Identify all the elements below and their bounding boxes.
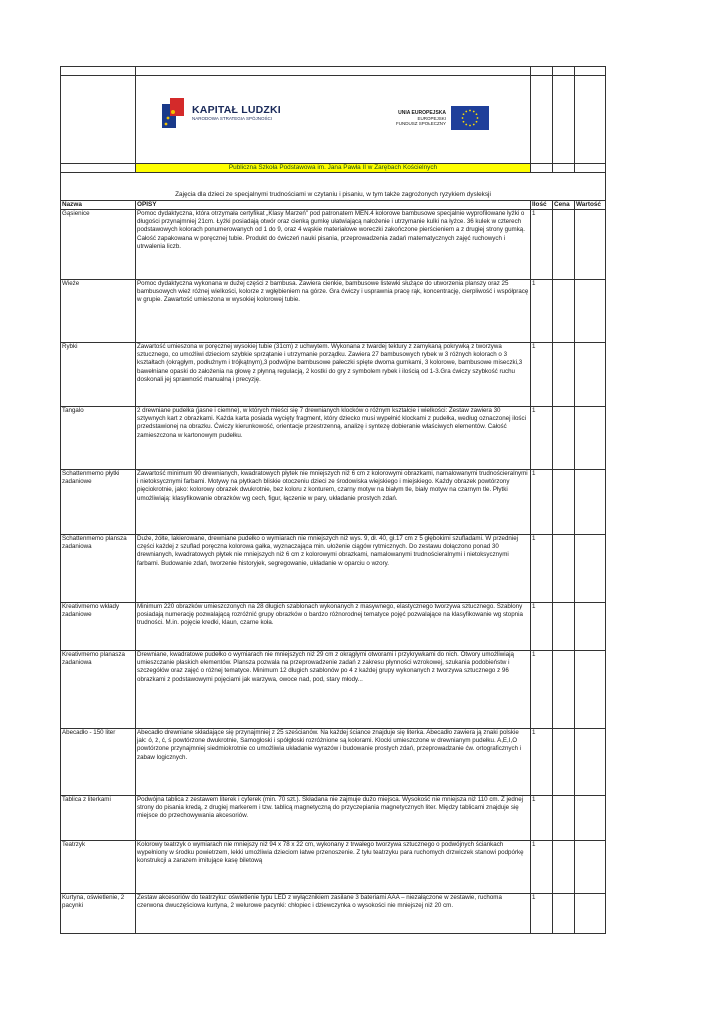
item-value	[575, 795, 606, 840]
item-price	[553, 893, 575, 933]
item-price	[553, 602, 575, 650]
table-row	[61, 279, 606, 342]
item-value	[575, 469, 606, 534]
item-qty: 1	[531, 795, 553, 840]
item-name: Kurtyna, oświetlenie, 2 pacynki	[61, 893, 136, 933]
item-name: Tangalo	[61, 406, 136, 469]
table-row	[61, 406, 606, 469]
item-qty: 1	[531, 209, 553, 279]
item-qty: 1	[531, 650, 553, 728]
item-description: Drewniane, kwadratowe pudełko o wymiarach nie mniejszych niż 29 cm z okrągłymi otworami i przykrywkami do nich. Otwory umożliwiają umieszczanie płaskich elementów. Plansza pozwala na przeprowadzenie zadań z zakresu płynności wzrokowej, szukania podobieństw i szczegółów oraz zajęć o różnej tematyce. Minimum 12 długich szablonów po 4 z każdej grupy wykonanych z tworzywa sztucznego z 96 obrazkami z podstawowymi pojęciami jak warzywa, owoce nad, pod, stary młody...	[136, 650, 531, 728]
item-description: Abecadło drewniane składające się przynajmniej z 25 sześcianów. Na każdej ściance znajduje się literka. Abecadło zawiera ją znaki polskie jak: ó, ż, ć, ś powtórzone dwukrotnie, Samogłoski i spółgłoski rozróżnione są kolorami. Klocki umieszczone w drewnianym pudełku. A,E,I,O powtórzone przynajmniej siedmiokrotnie co umożliwia układanie wyrazów i budowanie prostych zdań, przeprowadzanie ćw. ortograficznych i zabaw logicznych.	[136, 728, 531, 795]
item-price	[553, 406, 575, 469]
item-price	[553, 469, 575, 534]
item-price	[553, 840, 575, 893]
item-price	[553, 795, 575, 840]
item-description: Zawartość umieszona w poręcznej wysokiej tubie (31cm) z uchwytem. Wykonana z twardej tektury z zamykaną pokrywką z tworzywa sztucznego, co umożliwi dzieciom szybkie sprzątanie i utrzymanie porządku. Zawiera 27 bambusowych rybek w 3 różnych kolorach o 3 kształtach (okrągłym, podłużnym i trójkątnym),3 podwójne bambusowe pałeczki spięte dwoma gumkami, 3 kolorowe, bambusowe miseczki,3 bawełniane opaski do założenia na głowę z płynną regulacją, 2 kostki do gry z symbolem rybek i ilością od 1-3.Gra ćwiczy szybkość ruchu doskonali jej sprawność manualną i precyzję.	[136, 342, 531, 406]
logo-cell	[136, 76, 531, 164]
item-qty: 1	[531, 602, 553, 650]
col-header-price: Cena	[553, 200, 575, 209]
eu-flag-icon	[451, 106, 489, 130]
table-row	[61, 795, 606, 840]
col-header-value: Wartość	[575, 200, 606, 209]
item-description: Kolorowy teatrzyk o wymiarach nie mniejszy niż 94 x 78 x 22 cm, wykonany z trwałego tworzywa sztucznego o podwójnych ściankach wypełniony w środku powietrzem, lekki umożliwia dzieciom łatwe przenoszenie. Z tyłu teatrzyku para ruchomych drzwiczek stanowi podpórkę konstrukcji a zarazem imitujące kasę biletową	[136, 840, 531, 893]
eu-line2: EUROPEJSKI	[417, 115, 447, 121]
kapital-ludzki-title: KAPITAŁ LUDZKI	[192, 104, 281, 116]
item-value	[575, 840, 606, 893]
logo-row	[61, 76, 606, 164]
item-price	[553, 534, 575, 602]
school-title-row	[61, 164, 606, 173]
item-name: Schattenmemo plansza zadaniowa	[61, 534, 136, 602]
item-qty: 1	[531, 534, 553, 602]
item-qty: 1	[531, 893, 553, 933]
item-price	[553, 728, 575, 795]
item-description: Minimum 220 obrazków umieszczonych na 28 długich szablonach wykonanych z masywnego, elastycznego tworzywa sztucznego. Szablony posiadają numerację pozwalającą rozróżnić grupy obrazków o bardzo różnorodnej tematyce pojęć pozwalające na klasyfikowanie wg stopnia trudności. M.in. pojęcie kredki, klaun, czarne koła.	[136, 602, 531, 650]
table-row	[61, 209, 606, 279]
item-name: Wieże	[61, 279, 136, 342]
col-header-name: Nazwa	[61, 200, 136, 209]
item-qty: 1	[531, 279, 553, 342]
item-price	[553, 209, 575, 279]
item-value	[575, 893, 606, 933]
eu-line3: FUNDUSZ SPOŁECZNY	[396, 121, 447, 126]
item-price	[553, 279, 575, 342]
item-description: Pomoc dydaktyczna wykonana w dużej części z bambusa. Zawiera cienkie, bambusowe listewki służące do utworzenia planszy oraz 25 bambusowych wież różnej wielkości, kolorze z wgłębieniem na górze. Gra ćwiczy i usprawnia pracę rąk, koncentrację, cierpliwość i współpracę w grupie. Zawartość umieszona w wysokiej kolorowej tubie.	[136, 279, 531, 342]
item-description: Podwójna tablica z zestawem literek i cyferek (min. 70 szt.). Składana nie zajmuje dużo miejsca. Wysokość nie mniejsza niż 110 cm. Z jednej strony do pisania kredą, z drugiej markerem i tzw. tablicą magnetyczną do przyczepiania magnetycznych liter. Między tablicami znajduje się miejsce do przechowywania akcesoriów.	[136, 795, 531, 840]
item-name: Rybki	[61, 342, 136, 406]
item-name: Kreativmemo wkłady zadaniowe	[61, 602, 136, 650]
col-header-desc: OPISY	[136, 200, 531, 209]
table-row	[61, 728, 606, 795]
eu-logo	[396, 106, 489, 130]
item-description: Duże, żółte, lakierowane, drewniane pudełko o wymiarach nie mniejszych niż wys. 9, dł. 40, gł.17 cm z 5 głębokimi szufladami. W przedniej części każdej z szuflad poręczna kolorowa gałka, wyznaczająca min. ułożenie ciągów rytmicznych. Do zestawu dołączono ponad 30 drewnianych, kwadratowych płytek nie mniejszych niż 6 cm z kolorowymi obrazkami, namalowanymi trudnościeralnymi i nietoksycznymi farbami. Budowanie zdań, tworzenie historyjek, segregowanie, układanie w oparciu o wzory.	[136, 534, 531, 602]
subtitle-row	[61, 173, 606, 200]
item-value	[575, 534, 606, 602]
item-description: Pomoc dydaktyczna, która otrzymała certyfikat „Klasy Marzeń" pod patronatem MEN.4 kolorowe bambusowe specjalnie wyprofilowane łyżki o długości przynajmniej 21cm. Łyżki posiadają otwór oraz cienką gumkę ułatwiającą nałożenie i utrzymanie kulki na łyżce. 36 kulek w czterech podstawowych kolorach ponumerowanych od 1 do 9, oraz 4 wąskie materiałowe woreczki zakończone pierścieniem a z drugiej strony gumką. Całość zapakowana w poręcznej tubie. Produkt do ćwiczeń nauki pisania, przeprowadzenia zadań matematycznych zajęć ruchowych i utrwalenia liczb.	[136, 209, 531, 279]
item-price	[553, 342, 575, 406]
item-value	[575, 602, 606, 650]
item-value	[575, 406, 606, 469]
item-name: Abecadło - 150 liter	[61, 728, 136, 795]
col-header-qty: Ilość	[531, 200, 553, 209]
item-qty: 1	[531, 728, 553, 795]
spreadsheet-table	[60, 66, 606, 934]
item-name: Tablica z literkami	[61, 795, 136, 840]
item-name: Kreativmemo planasza zadaniowa	[61, 650, 136, 728]
item-name: Teatrzyk	[61, 840, 136, 893]
item-name: Gąsienice	[61, 209, 136, 279]
eu-line1: UNIA EUROPEJSKA	[398, 109, 447, 116]
table-row	[61, 650, 606, 728]
header-row	[61, 200, 606, 209]
table-row	[61, 893, 606, 933]
item-value	[575, 728, 606, 795]
item-qty: 1	[531, 342, 553, 406]
item-description: 2 drewniane pudełka (jasne i ciemne), w których mieści się 7 drewnianych klocków o różnym kształcie i wielkości: Zestaw zawiera 30 sztywnych kart z obrazkami. Każda karta posiada wycięty fragment, który dziecko musi wypełnić klockami z pudełka, według oznaczonej ilości przedstawionej na obrazku. Ćwiczy kierunkowość, orientacje przestrzenną, analizę i syntezę dobieranie właściwych elementów. Całość zamieszczona w kartonowym pudełku.	[136, 406, 531, 469]
kapital-ludzki-subtitle: NARODOWA STRATEGIA SPÓJNOŚCI	[192, 116, 273, 121]
table-row	[61, 840, 606, 893]
item-value	[575, 342, 606, 406]
table-row	[61, 602, 606, 650]
table-row	[61, 534, 606, 602]
item-value	[575, 279, 606, 342]
kapital-ludzki-logo	[162, 98, 281, 128]
item-qty: 1	[531, 406, 553, 469]
table-row	[61, 342, 606, 406]
subtitle: Zajęcia dla dzieci ze specjalnymi trudnościami w czytaniu i pisaniu, w tym także zagrożonych ryzykiem dysleksji	[61, 173, 606, 200]
table-row	[61, 469, 606, 534]
item-price	[553, 650, 575, 728]
school-title: Publiczna Szkoła Podstawowa im. Jana Pawła II w Zarębach Kościelnych	[136, 164, 531, 173]
item-qty: 1	[531, 469, 553, 534]
item-description: Zestaw akcesoriów do teatrzyku: oświetlenie typu LED z wyłącznikiem zasilane 3 bateriami AAA – niezałączone w zestawie, ruchoma czerwona dwuczęściowa kurtyna, 2 welurowe pacynki: chłopiec i dziewczynka o wysokości nie mniejszej niż 20 cm.	[136, 893, 531, 933]
item-qty: 1	[531, 840, 553, 893]
item-description: Zawartość minimum 90 drewnianych, kwadratowych płytek nie mniejszych niż 6 cm z kolorowymi obrazkami, namalowanymi trudnościeralnymi i nietoksycznymi farbami. Motywy na płytkach bliskie otoczeniu dzieci ze środowiska wiejskiego i miejskiego. Każdy obrazek powtórzony pięciokrotnie, jako: kolorowy obrazek dwukrotnie, bez koloru z konturem, czarny motyw na białym tle, biały motyw na czarnym tle. Płytki umożliwiają: klasyfikowanie obrazków wg cech, figur, łączenie w pary, układanie prostych zdań.	[136, 469, 531, 534]
kapital-ludzki-emblem-icon	[162, 98, 184, 128]
item-name: Schattenmemo płytki zadaniowe	[61, 469, 136, 534]
item-value	[575, 650, 606, 728]
top-empty-row	[61, 67, 606, 76]
item-value	[575, 209, 606, 279]
